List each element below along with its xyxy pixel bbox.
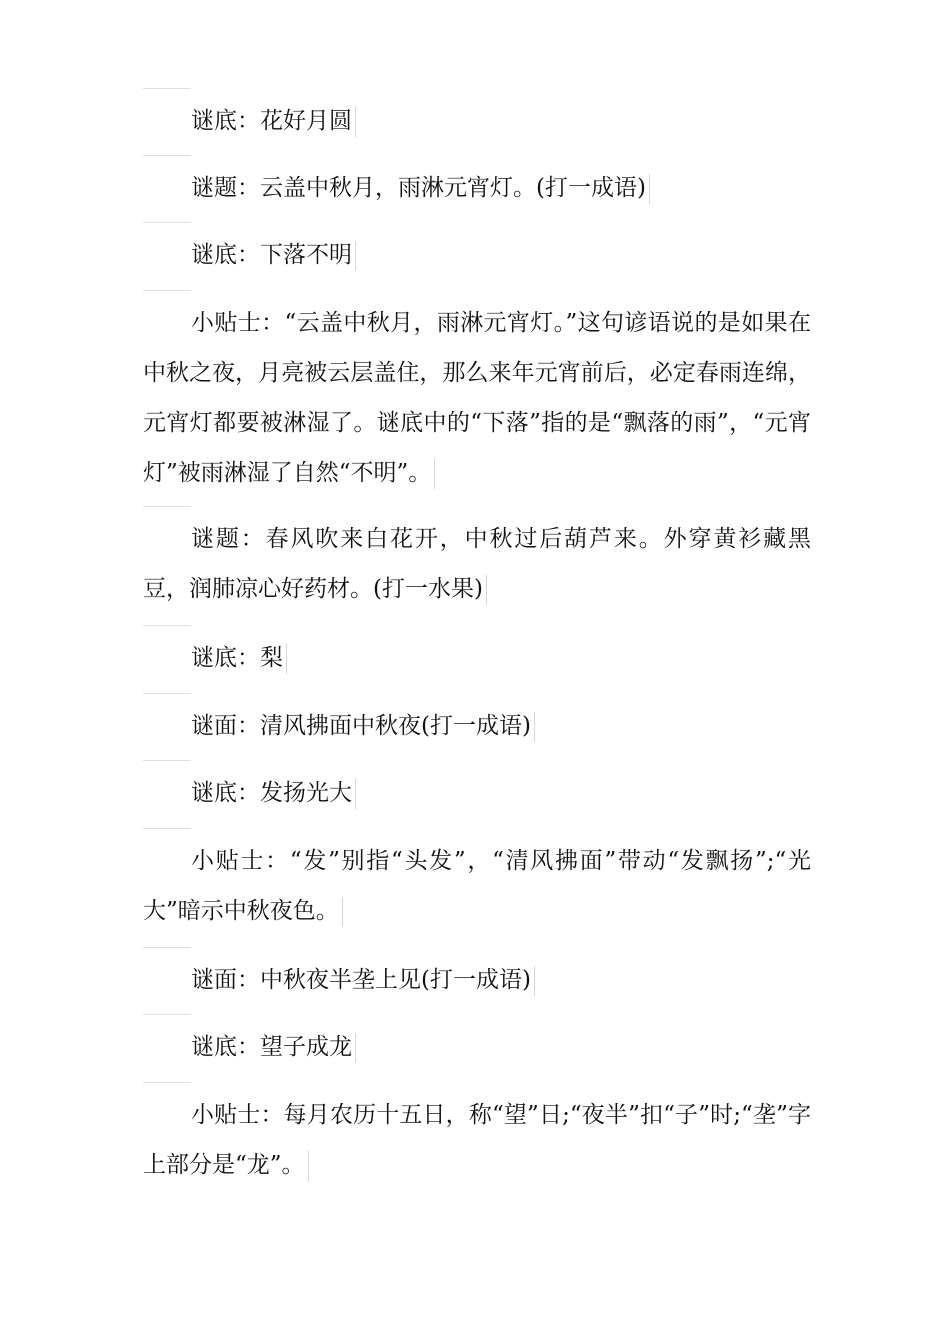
answer-text-3: 谜底：梨	[191, 645, 283, 671]
riddle-text-2: 谜题：春风吹来白花开，中秋过后葫芦来。外穿黄衫藏黑豆，润肺凉心好药材。(打一水果)	[143, 526, 811, 602]
edit-mark	[534, 712, 535, 742]
riddle-line-2	[143, 514, 811, 614]
edit-mark	[355, 1033, 356, 1063]
edit-mark	[486, 575, 487, 605]
riddle-line-4	[143, 955, 811, 1005]
riddle-line-3	[143, 701, 811, 751]
edit-mark	[649, 174, 650, 204]
riddle-text-3: 谜面：清风拂面中秋夜(打一成语)	[191, 713, 531, 739]
answer-line-4	[143, 768, 811, 818]
tip-paragraph-1	[143, 298, 811, 498]
edit-mark	[342, 897, 343, 927]
tip-paragraph-3	[143, 1090, 811, 1190]
answer-text-2: 谜底：下落不明	[191, 242, 352, 268]
answer-line-5	[143, 1022, 811, 1072]
riddle-text-1: 谜题：云盖中秋月，雨淋元宵灯。(打一成语)	[191, 175, 646, 201]
riddle-line-1	[143, 163, 811, 213]
edit-mark	[534, 966, 535, 996]
answer-line-3	[143, 633, 811, 683]
riddle-text-4: 谜面：中秋夜半垄上见(打一成语)	[191, 967, 531, 993]
answer-line-2	[143, 230, 811, 280]
tip-text-1: 小贴士：“云盖中秋月，雨淋元宵灯。”这句谚语说的是如果在中秋之夜，月亮被云层盖住，那么来年元宵前后，必定春雨连绵，元宵灯都要被淋湿了。谜底中的“下落”指的是“飘落的雨”，“元宵灯”被雨淋湿了自然“不明”。	[143, 310, 811, 486]
edit-mark	[286, 644, 287, 674]
answer-line-1	[143, 96, 811, 146]
edit-mark	[355, 779, 356, 809]
tip-text-2: 小贴士：“发”别指“头发”，“清风拂面”带动“发飘扬”;“光大”暗示中秋夜色。	[143, 848, 811, 924]
edit-mark	[308, 1151, 309, 1181]
tip-paragraph-2	[143, 836, 811, 936]
edit-mark	[355, 241, 356, 271]
answer-text-1: 谜底：花好月圆	[191, 108, 352, 134]
answer-text-4: 谜底：发扬光大	[191, 780, 352, 806]
tip-text-3: 小贴士：每月农历十五日，称“望”日;“夜半”扣“子”时;“垄”字上部分是“龙”。	[143, 1102, 811, 1178]
answer-text-5: 谜底：望子成龙	[191, 1034, 352, 1060]
edit-mark	[355, 107, 356, 137]
edit-mark	[434, 459, 435, 489]
